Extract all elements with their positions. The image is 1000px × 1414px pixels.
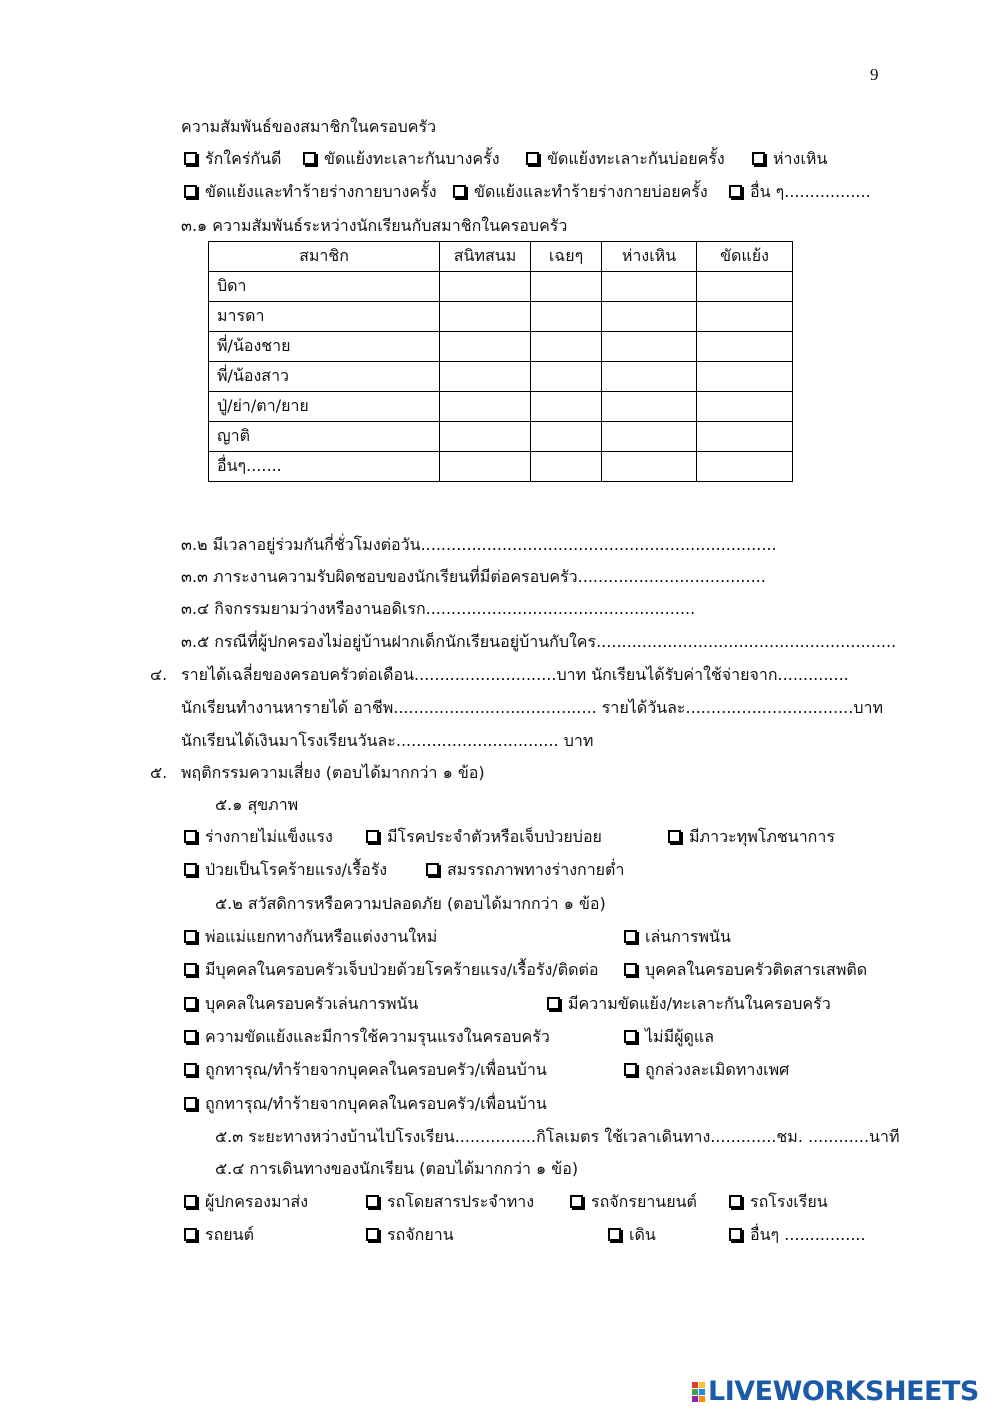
travel-option-1[interactable]: ผู้ปกครองมาส่ง (184, 1194, 308, 1210)
sub3-2-hours-together[interactable]: ๓.๒ มีเวลาอยู่ร่วมกันกี่ชั่วโมงต่อวัน...................................................................... (181, 535, 777, 554)
cell[interactable] (440, 362, 531, 392)
welfare-option-9[interactable]: ถูกทารุณ/ทำร้ายจากบุคคลในครอบครัว/เพื่อนบ้าน (184, 1062, 547, 1078)
relation-option-4[interactable]: ห่างเหิน (752, 151, 827, 167)
cell[interactable] (697, 422, 793, 452)
row-label: พี่/น้องสาว (209, 362, 440, 392)
table-row (209, 332, 793, 362)
sub5-4-label: ๕.๔ การเดินทางของนักเรียน (ตอบได้มากกว่า ๑ ข้อ) (215, 1159, 579, 1178)
health-option-2[interactable]: มีโรคประจำตัวหรือเจ็บป่วยบ่อย (366, 829, 602, 845)
checkbox[interactable] (184, 963, 197, 976)
cell[interactable] (697, 332, 793, 362)
checkbox[interactable] (547, 997, 560, 1010)
health-option-1[interactable]: ร่างกายไม่แข็งแรง (184, 829, 333, 845)
welfare-option-3[interactable]: มีบุคคลในครอบครัวเจ็บป่วยด้วยโรคร้ายแรง/เรื้อรัง/ติดต่อ (184, 962, 598, 978)
cell[interactable] (697, 362, 793, 392)
cell[interactable] (440, 272, 531, 302)
checkbox[interactable] (729, 1195, 742, 1208)
relation-option-other[interactable]: อื่น ๆ................. (729, 184, 871, 200)
health-option-3[interactable]: มีภาวะทุพโภชนาการ (668, 829, 835, 845)
checkbox[interactable] (526, 152, 539, 165)
table-header-row (209, 242, 793, 272)
table-row (209, 422, 793, 452)
section5-heading: พฤติกรรมความเสี่ยง (ตอบได้มากกว่า ๑ ข้อ) (181, 763, 485, 782)
welfare-option-2[interactable]: เล่นการพนัน (624, 929, 731, 945)
row-label: พี่/น้องชาย (209, 332, 440, 362)
section3-heading: ความสัมพันธ์ของสมาชิกในครอบครัว (181, 117, 437, 136)
checkbox[interactable] (668, 830, 681, 843)
cell[interactable] (531, 302, 602, 332)
travel-option-3[interactable]: รถจักรยานยนต์ (570, 1194, 697, 1210)
checkbox[interactable] (426, 863, 439, 876)
page-number: 9 (870, 65, 879, 84)
section4-allowance-line[interactable]: นักเรียนได้เงินมาโรงเรียนวันละ................................ บาท (181, 731, 594, 750)
checkbox[interactable] (184, 152, 197, 165)
welfare-option-11[interactable]: ถูกทารุณ/ทำร้ายจากบุคคลในครอบครัว/เพื่อนบ้าน (184, 1096, 547, 1112)
cell[interactable] (531, 332, 602, 362)
brand-name: LIVEWORKSHEETS (708, 1376, 979, 1407)
table-row (209, 272, 793, 302)
sub3-1-label: ๓.๑ ความสัมพันธ์ระหว่างนักเรียนกับสมาชิกในครอบครัว (181, 216, 568, 235)
checkbox[interactable] (453, 185, 466, 198)
checkbox[interactable] (624, 963, 637, 976)
welfare-option-1[interactable]: พ่อแม่แยกทางกันหรือแต่งงานใหม่ (184, 929, 437, 945)
cell[interactable] (531, 272, 602, 302)
checkbox[interactable] (729, 1228, 742, 1241)
checkbox[interactable] (184, 1195, 197, 1208)
relation-option-3[interactable]: ขัดแย้งทะเลาะกันบ่อยครั้ง (526, 151, 725, 167)
table-row (209, 392, 793, 422)
travel-option-6[interactable]: รถจักยาน (366, 1227, 454, 1243)
relation-option-2[interactable]: ขัดแย้งทะเลาะกันบางครั้ง (303, 151, 500, 167)
checkbox[interactable] (303, 152, 316, 165)
cell[interactable] (531, 392, 602, 422)
cell[interactable] (531, 422, 602, 452)
checkbox[interactable] (184, 830, 197, 843)
header-close: สนิทสนม (440, 242, 531, 272)
checkbox[interactable] (184, 1030, 197, 1043)
row-label: ปู่/ย่า/ตา/ยาย (209, 392, 440, 422)
table-row (209, 362, 793, 392)
health-option-4[interactable]: ป่วยเป็นโรคร้ายแรง/เรื้อรัง (184, 862, 387, 878)
checkbox[interactable] (366, 1195, 379, 1208)
liveworksheets-logo[interactable] (692, 1376, 979, 1407)
checkbox[interactable] (184, 1228, 197, 1241)
table-row (209, 302, 793, 332)
cell[interactable] (440, 452, 531, 482)
checkbox[interactable] (184, 1063, 197, 1076)
section5-number: ๕. (150, 763, 168, 782)
section4-income-line[interactable]: รายได้เฉลี่ยของครอบครัวต่อเดือน............................บาท นักเรียนได้รับค่าใช้จ่ายจาก.............. (181, 665, 849, 684)
travel-option-4[interactable]: รถโรงเรียน (729, 1194, 828, 1210)
sub3-5-caretaker[interactable]: ๓.๕ กรณีที่ผู้ปกครองไม่อยู่บ้านฝากเด็กนักเรียนอยู่บ้านกับใคร........................................................... (181, 632, 897, 651)
cell[interactable] (531, 452, 602, 482)
relation-option-6[interactable]: ขัดแย้งและทำร้ายร่างกายบ่อยครั้ง (453, 184, 708, 200)
cell[interactable] (602, 452, 697, 482)
health-option-5[interactable]: สมรรถภาพทางร่างกายต่ำ (426, 862, 624, 878)
section4-number: ๔. (150, 665, 168, 684)
cell[interactable] (697, 272, 793, 302)
cell[interactable] (602, 392, 697, 422)
travel-option-7[interactable]: เดิน (608, 1227, 656, 1243)
section4-work-line[interactable]: นักเรียนทำงานหารายได้ อาชีพ........................................ รายได้วันละ.................................บาท (181, 698, 884, 717)
cell[interactable] (440, 392, 531, 422)
checkbox[interactable] (184, 997, 197, 1010)
travel-option-2[interactable]: รถโดยสารประจำทาง (366, 1194, 534, 1210)
sub3-4-hobbies[interactable]: ๓.๔ กิจกรรมยามว่างหรืองานอดิเรก..................................................... (181, 599, 696, 618)
cell[interactable] (602, 332, 697, 362)
cell[interactable] (697, 302, 793, 332)
liveworksheets-logo-icon (692, 1382, 705, 1402)
checkbox[interactable] (570, 1195, 583, 1208)
cell[interactable] (531, 362, 602, 392)
cell[interactable] (602, 422, 697, 452)
cell[interactable] (602, 362, 697, 392)
cell[interactable] (602, 302, 697, 332)
sub5-3-distance[interactable]: ๕.๓ ระยะทางหว่างบ้านไปโรงเรียน................กิโลเมตร ใช้เวลาเดินทาง.............ชม. ............นาที (215, 1127, 900, 1146)
relation-option-1[interactable]: รักใคร่กันดี (184, 151, 281, 167)
checkbox[interactable] (184, 1097, 197, 1110)
checkbox[interactable] (624, 930, 637, 943)
header-member: สมาชิก (209, 242, 440, 272)
row-label: บิดา (209, 272, 440, 302)
cell[interactable] (440, 332, 531, 362)
checkbox[interactable] (366, 830, 379, 843)
welfare-option-8[interactable]: ไม่มีผู้ดูแล (624, 1029, 714, 1045)
welfare-option-4[interactable]: บุคคลในครอบครัวติดสารเสพติด (624, 962, 867, 978)
header-neutral: เฉยๆ (531, 242, 602, 272)
relation-option-5[interactable]: ขัดแย้งและทำร้ายร่างกายบางครั้ง (184, 184, 437, 200)
cell[interactable] (697, 452, 793, 482)
welfare-option-7[interactable]: ความขัดแย้งและมีการใช้ความรุนแรงในครอบครัว (184, 1029, 550, 1045)
header-conflict: ขัดแย้ง (697, 242, 793, 272)
cell[interactable] (440, 422, 531, 452)
cell[interactable] (602, 272, 697, 302)
travel-option-5[interactable]: รถยนต์ (184, 1227, 254, 1243)
checkbox[interactable] (752, 152, 765, 165)
checkbox[interactable] (729, 185, 742, 198)
row-label: ญาติ (209, 422, 440, 452)
welfare-option-5[interactable]: บุคคลในครอบครัวเล่นการพนัน (184, 996, 418, 1012)
cell[interactable] (440, 302, 531, 332)
row-label: อื่นๆ....... (209, 452, 440, 482)
cell[interactable] (697, 392, 793, 422)
sub3-3-responsibilities[interactable]: ๓.๓ ภาระงานความรับผิดชอบของนักเรียนที่มีต่อครอบครัว..................................... (181, 567, 766, 586)
welfare-option-10[interactable]: ถูกล่วงละเมิดทางเพศ (624, 1062, 789, 1078)
checkbox[interactable] (184, 185, 197, 198)
row-label: มารดา (209, 302, 440, 332)
checkbox[interactable] (624, 1063, 637, 1076)
checkbox[interactable] (366, 1228, 379, 1241)
checkbox[interactable] (608, 1228, 621, 1241)
welfare-option-6[interactable]: มีความขัดแย้ง/ทะเลาะกันในครอบครัว (547, 996, 831, 1012)
travel-option-8[interactable]: อื่นๆ ................ (729, 1227, 866, 1243)
checkbox[interactable] (184, 930, 197, 943)
table-row (209, 452, 793, 482)
checkbox[interactable] (184, 863, 197, 876)
sub5-2-label: ๕.๒ สวัสดิการหรือความปลอดภัย (ตอบได้มากกว่า ๑ ข้อ) (215, 894, 606, 913)
header-distant: ห่างเหิน (602, 242, 697, 272)
checkbox[interactable] (624, 1030, 637, 1043)
sub5-1-label: ๕.๑ สุขภาพ (215, 795, 299, 814)
relationship-table (208, 241, 793, 482)
